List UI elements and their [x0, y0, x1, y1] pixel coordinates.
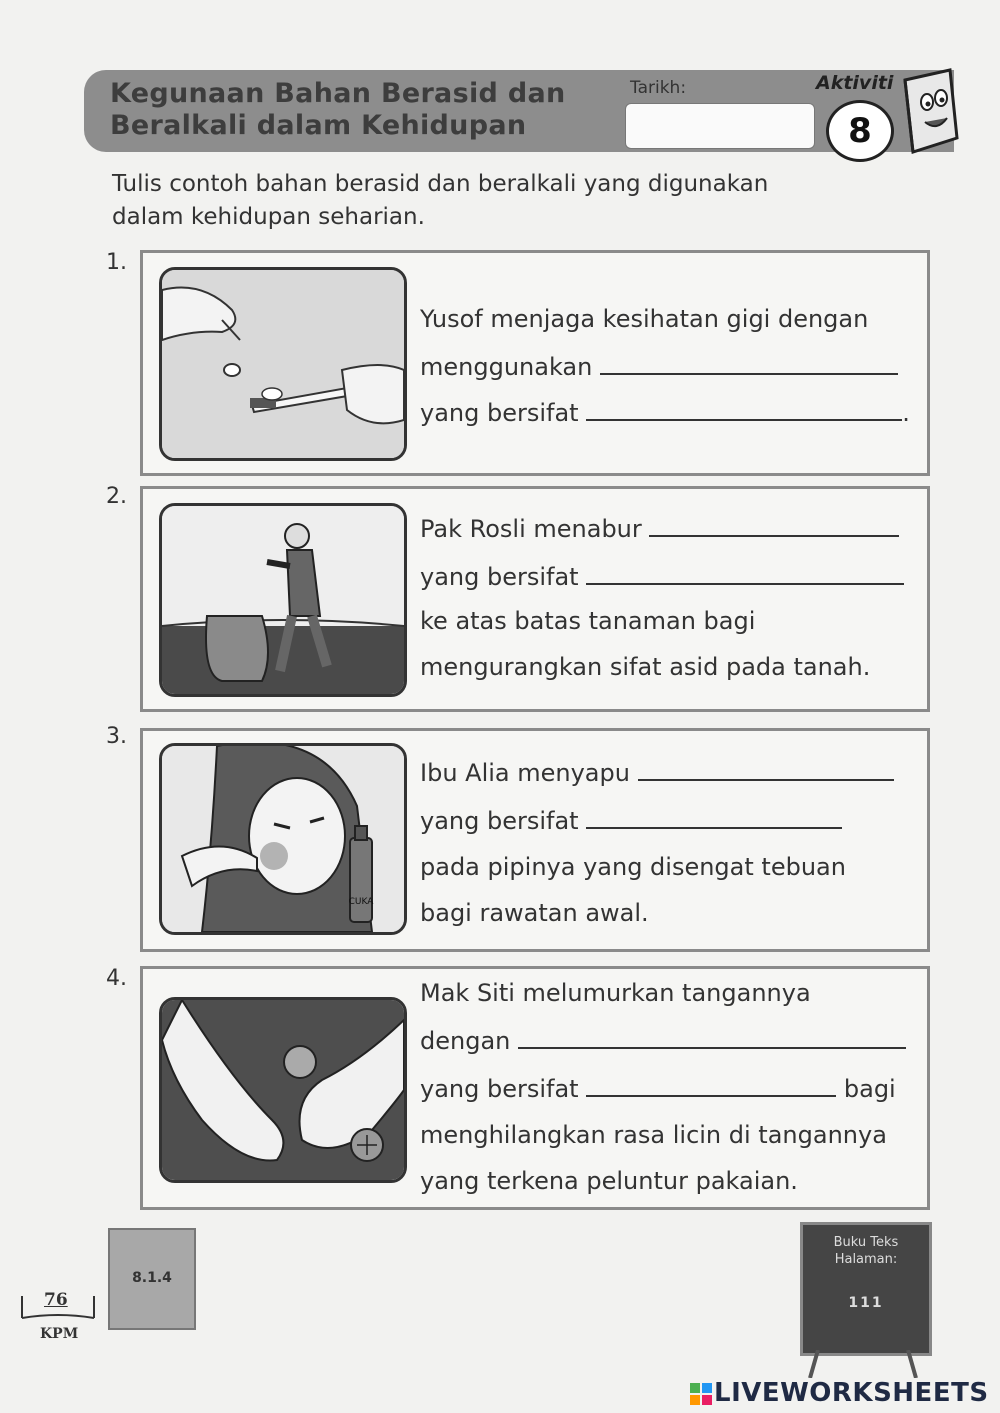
q2-line-4: mengurangkan sifat asid pada tanah.: [420, 653, 871, 681]
question-number-3: 3.: [106, 724, 127, 749]
date-field[interactable]: [625, 103, 815, 149]
board-easel-legs: [808, 1350, 918, 1378]
q4-line-4: menghilangkan rasa licin di tangannya: [420, 1121, 887, 1149]
q3-answer-2[interactable]: [586, 805, 842, 829]
question-box-3: [140, 728, 930, 952]
q3-label-1: Ibu Alia menyapu: [420, 759, 630, 787]
publisher-label: KPM: [40, 1326, 79, 1342]
standard-code-scroll: [108, 1228, 196, 1330]
vinegar-bottle-label: CUKA: [348, 897, 374, 907]
textbook-page: 111: [848, 1295, 884, 1311]
q1-answer-1[interactable]: [600, 351, 898, 375]
question-box-2: [140, 486, 930, 712]
q4-line-1: Mak Siti melumurkan tangannya: [420, 979, 811, 1007]
q4-label-3: yang bersifat: [420, 1075, 579, 1103]
washing-hands-illustration: [159, 997, 407, 1183]
activity-number: 8: [826, 100, 894, 162]
textbook-label-1: Buku Teks: [833, 1235, 899, 1250]
toothbrush-illustration: [159, 267, 407, 461]
q1-period: .: [902, 399, 910, 427]
q2-answer-2[interactable]: [586, 561, 904, 585]
page-number: 76: [44, 1290, 68, 1310]
liveworksheets-brand[interactable]: [690, 1378, 989, 1408]
q4-line-2: [420, 1025, 906, 1055]
q2-line-3: ke atas batas tanaman bagi: [420, 607, 756, 635]
q4-label-2: dengan: [420, 1027, 511, 1055]
q1-label-3: yang bersifat: [420, 399, 579, 427]
q1-line-2: [420, 351, 898, 381]
q4-label-bagi: bagi: [843, 1075, 896, 1103]
title-line-1: Kegunaan Bahan Berasid dan: [110, 78, 566, 109]
standard-code: 8.1.4: [132, 1270, 172, 1286]
instruction: [112, 168, 892, 234]
q3-label-2: yang bersifat: [420, 807, 579, 835]
question-number-4: 4.: [106, 966, 127, 991]
instruction-line-2: dalam kehidupan seharian.: [112, 204, 425, 230]
q3-line-3: pada pipinya yang disengat tebuan: [420, 853, 846, 881]
book-mascot-icon: [895, 66, 965, 165]
page-title: [110, 78, 610, 142]
instruction-line-1: Tulis contoh bahan berasid dan beralkali yang digunakan: [112, 171, 769, 197]
woman-cheek-illustration: [159, 743, 407, 935]
q2-label-1: Pak Rosli menabur: [420, 515, 642, 543]
q1-label-2: menggunakan: [420, 353, 593, 381]
q2-answer-1[interactable]: [649, 513, 899, 537]
q2-label-2: yang bersifat: [420, 563, 579, 591]
question-number-2: 2.: [106, 484, 127, 509]
liveworksheets-logo-icon: [690, 1383, 712, 1405]
q4-line-3: [420, 1073, 896, 1103]
q1-answer-2[interactable]: [586, 397, 902, 421]
q3-line-2: [420, 805, 842, 835]
q2-line-2: [420, 561, 904, 591]
farmer-illustration: [159, 503, 407, 697]
activity-label: Aktiviti: [816, 72, 894, 94]
q2-line-1: [420, 513, 899, 543]
q4-line-5: yang terkena peluntur pakaian.: [420, 1167, 798, 1195]
date-label: Tarikh:: [630, 78, 687, 98]
q4-answer-1[interactable]: [518, 1025, 906, 1049]
textbook-label-2: Halaman:: [834, 1252, 898, 1267]
question-box-1: [140, 250, 930, 476]
q3-answer-1[interactable]: [638, 757, 894, 781]
q4-answer-2[interactable]: [586, 1073, 836, 1097]
q1-line-3: [420, 397, 910, 427]
page-number-badge: [18, 1288, 98, 1342]
q3-line-1: [420, 757, 894, 787]
textbook-reference-board: [800, 1222, 932, 1356]
q3-line-4: bagi rawatan awal.: [420, 899, 649, 927]
title-line-2: Beralkali dalam Kehidupan: [110, 110, 527, 141]
brand-text: LIVEWORKSHEETS: [714, 1378, 989, 1408]
question-box-4: [140, 966, 930, 1210]
q1-line-1: Yusof menjaga kesihatan gigi dengan: [420, 305, 869, 333]
question-number-1: 1.: [106, 250, 127, 275]
